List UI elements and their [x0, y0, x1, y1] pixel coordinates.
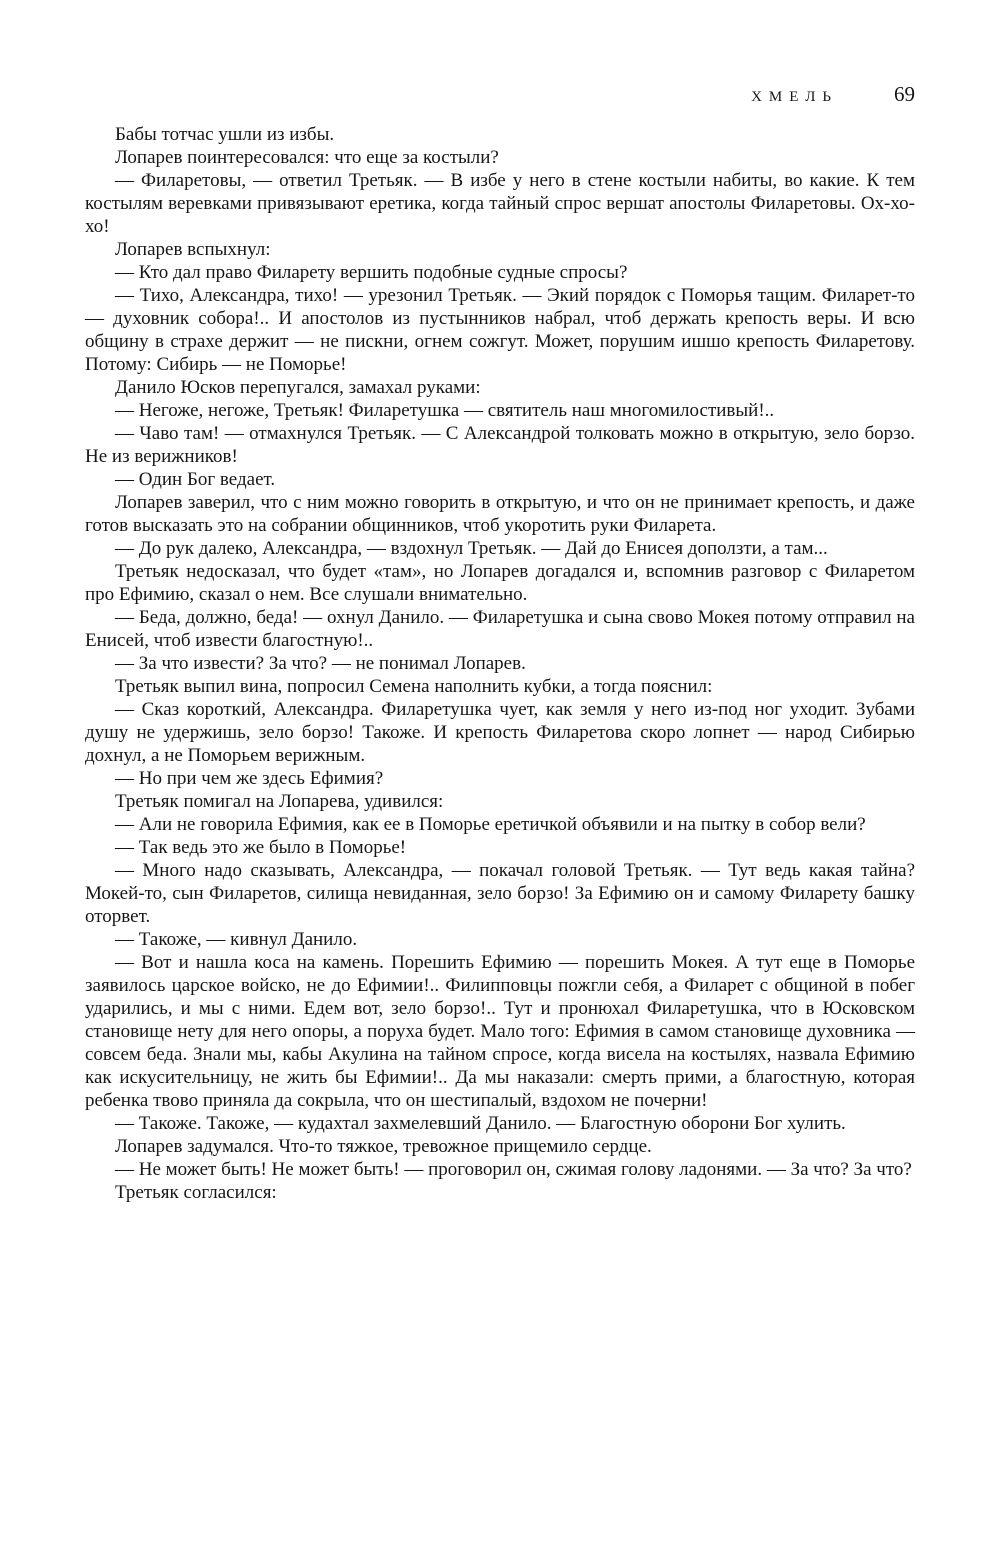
paragraph: Третьяк недосказал, что будет «там», но Лопарев догадался и, вспомнив разговор с Филаретом про Ефимию, сказал о нем. Все слушали внимательно. [85, 561, 915, 605]
paragraph: — Не может быть! Не может быть! — проговорил он, сжимая голову ладонями. — За что? За что? [115, 1159, 912, 1180]
paragraph: — Один Бог ведает. [115, 469, 276, 490]
paragraph: — Такоже, — кивнул Данило. [115, 929, 358, 950]
paragraph: — За что извести? За что? — не понимал Лопарев. [115, 653, 526, 674]
paragraph: — До рук далеко, Александра, — вздохнул Третьяк. — Дай до Енисея доползти, а там... [115, 538, 828, 559]
paragraph: — Кто дал право Филарету вершить подобные судные спросы? [115, 262, 628, 283]
paragraph: Лопарев поинтересовался: что еще за костыли? [115, 147, 499, 168]
paragraph: Третьяк согласился: [115, 1182, 277, 1203]
paragraph: Бабы тотчас ушли из избы. [115, 124, 335, 145]
paragraph: — Тихо, Александра, тихо! — урезонил Третьяк. — Экий порядок с Поморья тащим. Филарет-то — духовник собора!.. И апостолов из пустынников набрал, чтоб держать крепость веры. И всю общину в страхе держит — не пискни, огнем сожгут. Может, порушим ишшо крепость Филаретову. Потому: Сибирь — не Поморье! [85, 285, 915, 375]
paragraph: — Филаретовы, — ответил Третьяк. — В избе у него в стене костыли набиты, во какие. К тем костылям веревками привязывают еретика, когда тайный спрос вершат апостолы Филаретовы. Ох-хо-хо! [85, 170, 915, 237]
paragraph: Третьяк выпил вина, попросил Семена наполнить кубки, а тогда пояснил: [115, 676, 713, 697]
paragraph: — Чаво там! — отмахнулся Третьяк. — С Александрой толковать можно в открытую, зело борзо. Не из верижников! [85, 423, 915, 467]
page-body [85, 123, 915, 1204]
paragraph: — Али не говорила Ефимия, как ее в Поморье еретичкой объявили и на пытку в собор вели? [115, 814, 866, 835]
paragraph: — Вот и нашла коса на камень. Порешить Ефимию — порешить Мокея. А тут еще в Поморье заявилось царское войско, не до Ефимии!.. Филипповцы пожгли себя, а Филарет с общиной в побег ударились, и мы с ними. Едем вот, зело борзо!.. Тут и пронюхал Филаретушка, что в Юсковском становище нету для него опоры, а поруха будет. Мало того: Ефимия в самом становище духовника — совсем беда. Знали мы, кабы Акулина на тайном спросе, когда висела на костылях, назвала Ефимию как искусительницу, не жить бы Ефимии!.. Да мы наказали: смерть прими, а благостную, которая ребенка твово приняла да сокрыла, что он шестипалый, вздохом не почерни! [85, 952, 915, 1111]
paragraph: — Беда, должно, беда! — охнул Данило. — Филаретушка и сына свово Мокея потому отправил на Енисей, чтоб извести благостную!.. [85, 607, 915, 651]
paragraph: Третьяк помигал на Лопарева, удивился: [115, 791, 444, 812]
paragraph: — Сказ короткий, Александра. Филаретушка чует, как земля у него из-под ног уходит. Зубами душу не удержишь, зело борзо! Такоже. И крепость Филаретова скоро лопнет — народ Сибирью дохнул, а не Поморьем верижным. [85, 699, 915, 766]
paragraph: — Но при чем же здесь Ефимия? [115, 768, 384, 789]
paragraph: Лопарев заверил, что с ним можно говорить в открытую, и что он не принимает крепость, и даже готов высказать это на собрании общинников, чтоб укоротить руки Филарета. [85, 492, 915, 536]
paragraph: Лопарев вспыхнул: [115, 239, 271, 260]
paragraph: — Так ведь это же было в Поморье! [115, 837, 407, 858]
paragraph: — Такоже. Такоже, — кудахтал захмелевший Данило. — Благостную оборони Бог хулить. [115, 1113, 846, 1134]
page-number: 69 [894, 82, 915, 106]
page-header [85, 82, 915, 107]
paragraph: — Много надо сказывать, Александра, — покачал головой Третьяк. — Тут ведь какая тайна? Мокей-то, сын Филаретов, силища невиданная, зело борзо! За Ефимию он и самому Филарету башку оторвет. [85, 860, 915, 927]
paragraph: — Негоже, негоже, Третьяк! Филаретушка — святитель наш многомилостивый!.. [115, 400, 775, 421]
paragraph: Лопарев задумался. Что-то тяжкое, тревожное прищемило сердце. [115, 1136, 652, 1157]
running-title: ХМЕЛЬ [751, 89, 838, 105]
paragraph: Данило Юсков перепугался, замахал руками: [115, 377, 481, 398]
